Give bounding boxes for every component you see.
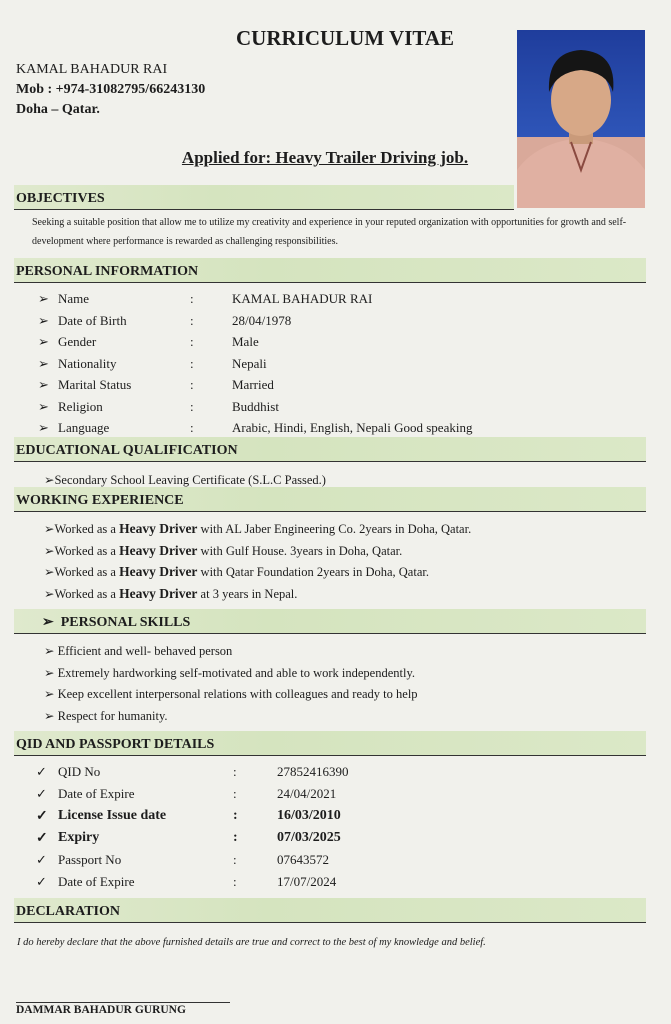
experience-item: ➢Worked as a Heavy Driver at 3 years in Nepal. — [44, 585, 298, 601]
field-label: License Issue date — [58, 808, 167, 823]
signature-name: DAMMAR BAHADUR GURUNG — [16, 1002, 230, 1016]
education-text: Secondary School Leaving Certificate (S.L.C Passed.) — [54, 473, 326, 487]
document-title: CURRICULUM VITAE — [236, 26, 454, 50]
experience-item: ➢Worked as a Heavy Driver with Qatar Foundation 2years in Doha, Qatar. — [44, 564, 429, 579]
profile-photo — [517, 30, 645, 208]
colon: : — [233, 786, 237, 801]
field-value: 28/04/1978 — [232, 312, 292, 328]
field-label: QID No — [58, 764, 101, 779]
field-value: KAMAL BAHADUR RAI — [232, 291, 373, 306]
personal-info-row — [0, 399, 671, 419]
field-label: Date of Expire — [58, 786, 135, 801]
colon: : — [190, 377, 194, 392]
colon: : — [233, 830, 238, 845]
field-value: Nepali — [232, 355, 267, 371]
candidate-name: KAMAL BAHADUR RAI — [16, 62, 168, 77]
check-icon: ✓ — [36, 831, 48, 846]
section-heading: OBJECTIVES — [16, 191, 105, 206]
section-skills — [14, 609, 646, 634]
arrow-icon: ➢ — [44, 522, 55, 536]
section-heading: EDUCATIONAL QUALIFICATION — [16, 443, 238, 458]
qid-row — [0, 764, 671, 784]
arrow-icon: ➢ — [42, 615, 54, 630]
arrow-icon: ➢ — [44, 565, 55, 579]
colon: : — [190, 355, 194, 371]
colon: : — [190, 398, 194, 414]
field-label: Language — [58, 420, 110, 435]
field-label: Expiry — [58, 830, 100, 845]
qid-row — [0, 786, 671, 806]
colon: : — [233, 852, 237, 867]
field-value: 07/03/2025 — [277, 830, 341, 845]
check-icon: ✓ — [36, 809, 48, 824]
arrow-icon: ➢ — [44, 473, 55, 487]
section-education — [14, 437, 646, 462]
field-value: Buddhist — [232, 398, 279, 414]
arrow-icon: ➢ — [38, 420, 49, 435]
field-value: 27852416390 — [277, 764, 349, 779]
field-label: Name — [58, 291, 90, 306]
arrow-icon: ➢ — [44, 644, 55, 658]
check-icon: ✓ — [36, 764, 47, 779]
colon: : — [190, 291, 194, 306]
experience-item: ➢Worked as a Heavy Driver with AL Jaber Engineering Co. 2years in Doha, Qatar. — [44, 521, 472, 536]
field-label: Gender — [58, 334, 97, 349]
colon: : — [190, 312, 194, 328]
arrow-icon: ➢ — [44, 708, 55, 723]
section-heading: QID AND PASSPORT DETAILS — [16, 737, 215, 752]
field-label: Date of Expire — [58, 874, 135, 889]
personal-info-row — [0, 334, 671, 354]
objective-text: Seeking a suitable position that allow me to utilize my creativity and experience in your reputed organization with opportunities for growth and self-development where performance is rewarded as challenging responsibilities. — [32, 217, 627, 247]
check-icon: ✓ — [36, 852, 47, 867]
colon: : — [190, 334, 194, 349]
section-declaration — [14, 898, 646, 923]
field-value: 07643572 — [277, 852, 329, 867]
arrow-icon: ➢ — [38, 334, 49, 349]
personal-info-row — [0, 313, 671, 333]
section-heading: DECLARATION — [16, 904, 120, 919]
field-label: Passport No — [58, 852, 122, 867]
arrow-icon: ➢ — [38, 377, 49, 392]
colon: : — [233, 764, 237, 779]
personal-info-row — [0, 291, 671, 311]
section-objectives — [14, 185, 514, 210]
qid-row — [0, 808, 671, 828]
field-value: Married — [232, 377, 274, 392]
arrow-icon: ➢ — [38, 355, 49, 371]
arrow-icon: ➢ — [44, 687, 55, 701]
section-personal-information — [14, 258, 646, 283]
arrow-icon: ➢ — [44, 543, 55, 558]
field-value: 24/04/2021 — [277, 786, 337, 801]
colon: : — [190, 420, 194, 435]
field-value: Arabic, Hindi, English, Nepali Good speaking — [232, 420, 473, 435]
field-label: Marital Status — [58, 377, 132, 392]
qid-row — [0, 830, 671, 850]
field-label: Date of Birth — [58, 312, 127, 328]
arrow-icon: ➢ — [38, 312, 49, 328]
arrow-icon: ➢ — [44, 665, 55, 680]
qid-row — [0, 852, 671, 872]
mobile: Mob : +974-31082795/66243130 — [16, 82, 206, 97]
education-item — [44, 472, 326, 488]
arrow-icon: ➢ — [38, 398, 49, 414]
section-qid-passport — [14, 731, 646, 756]
skill-item: ➢ Efficient and well- behaved person — [44, 644, 233, 658]
field-value: 17/07/2024 — [277, 874, 337, 889]
personal-info-row — [0, 377, 671, 397]
personal-info-row — [0, 356, 671, 376]
section-experience — [14, 487, 646, 512]
arrow-icon: ➢ — [44, 586, 55, 601]
location: Doha – Qatar. — [16, 102, 100, 117]
section-heading: WORKING EXPERIENCE — [16, 493, 184, 508]
declaration-text: I do hereby declare that the above furnished details are true and correct to the best of my knowledge and belief. — [17, 937, 486, 948]
experience-item: ➢Worked as a Heavy Driver with Gulf House. 3years in Doha, Qatar. — [44, 542, 403, 558]
field-value: Male — [232, 334, 259, 349]
applied-for: Applied for: Heavy Trailer Driving job. — [181, 148, 469, 167]
field-label: Religion — [58, 398, 103, 414]
check-icon: ✓ — [36, 874, 47, 889]
colon: : — [233, 808, 238, 823]
colon: : — [233, 874, 237, 889]
skill-item: ➢ Respect for humanity. — [44, 708, 168, 723]
field-label: Nationality — [58, 355, 117, 371]
qid-row — [0, 874, 671, 894]
section-heading-wrap — [42, 614, 190, 631]
check-icon: ✓ — [36, 786, 47, 801]
skill-item: ➢ Extremely hardworking self-motivated and able to work independently. — [44, 665, 416, 680]
section-heading: PERSONAL SKILLS — [60, 615, 191, 630]
field-value: 16/03/2010 — [277, 808, 341, 823]
skill-item: ➢ Keep excellent interpersonal relations with colleagues and ready to help — [44, 687, 418, 701]
arrow-icon: ➢ — [38, 291, 49, 306]
section-heading: PERSONAL INFORMATION — [16, 264, 199, 279]
